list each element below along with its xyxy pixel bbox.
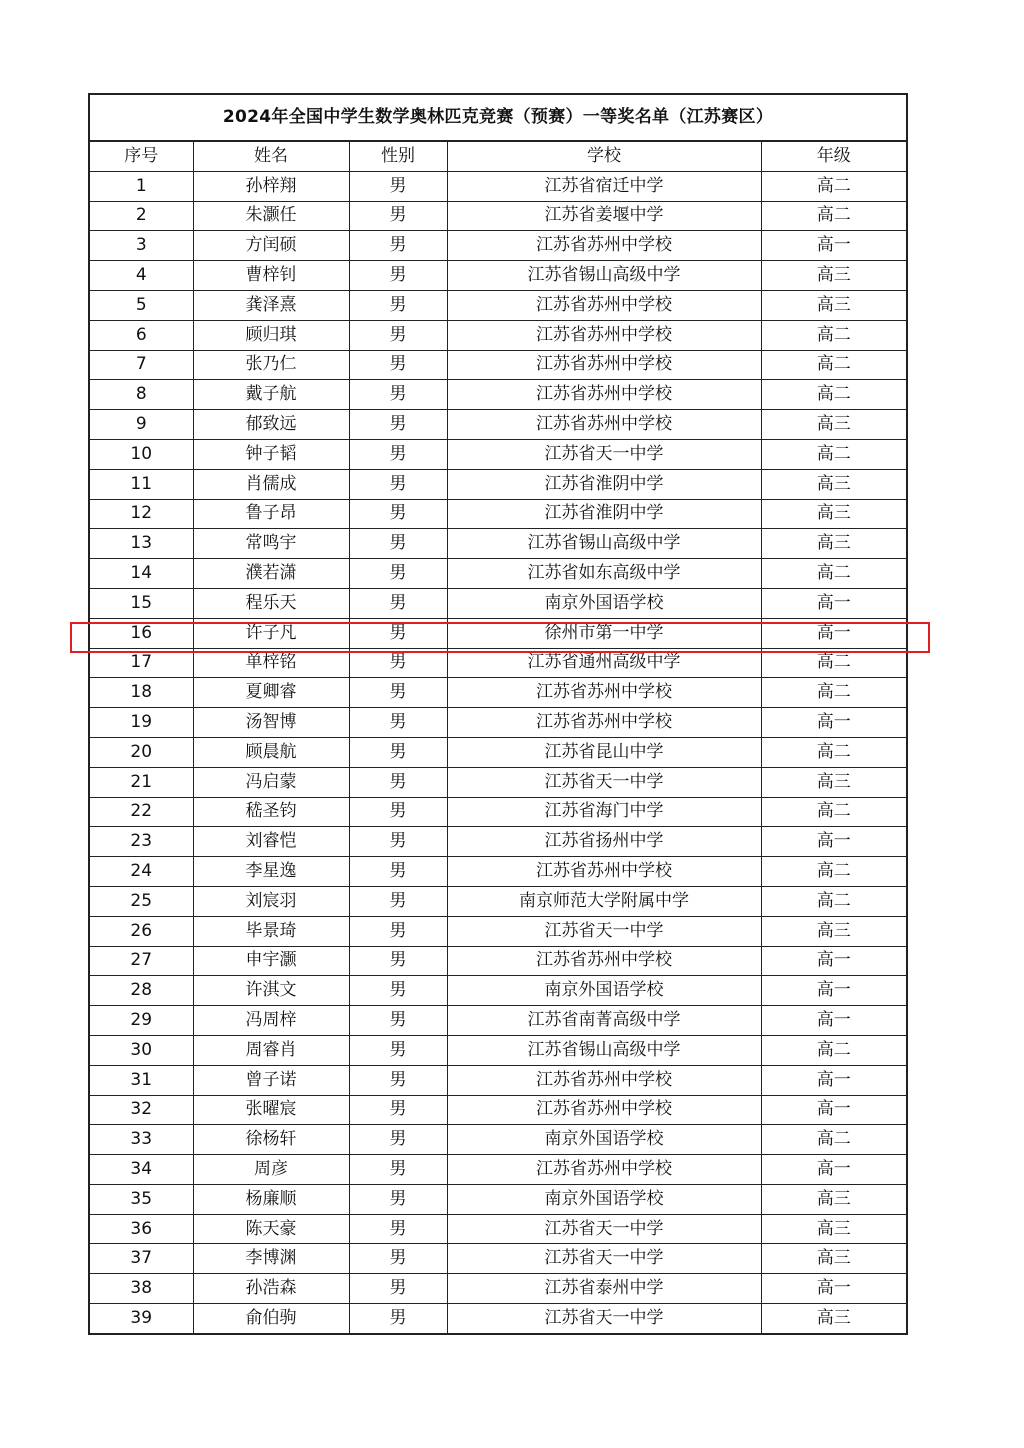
column-header-number: 序号: [89, 141, 193, 171]
cell-number: 29: [89, 1006, 193, 1036]
cell-gender: 男: [349, 380, 447, 410]
cell-gender: 男: [349, 797, 447, 827]
table-row: [89, 1006, 907, 1036]
cell-gender: 男: [349, 231, 447, 261]
cell-school: 江苏省苏州中学校: [447, 1065, 761, 1095]
cell-name: 俞伯驹: [193, 1304, 349, 1334]
cell-gender: 男: [349, 1095, 447, 1125]
table-row: [89, 261, 907, 291]
cell-grade: 高二: [761, 320, 907, 350]
cell-number: 21: [89, 767, 193, 797]
cell-grade: 高二: [761, 648, 907, 678]
table-row: [89, 737, 907, 767]
cell-number: 12: [89, 499, 193, 529]
cell-name: 李博渊: [193, 1244, 349, 1274]
cell-name: 濮若潇: [193, 559, 349, 589]
cell-gender: 男: [349, 678, 447, 708]
cell-school: 江苏省锡山高级中学: [447, 529, 761, 559]
cell-gender: 男: [349, 469, 447, 499]
table-row: [89, 1035, 907, 1065]
table-row: [89, 410, 907, 440]
cell-grade: 高一: [761, 1006, 907, 1036]
cell-school: 江苏省天一中学: [447, 439, 761, 469]
cell-gender: 男: [349, 767, 447, 797]
cell-gender: 男: [349, 1006, 447, 1036]
cell-gender: 男: [349, 1184, 447, 1214]
cell-gender: 男: [349, 1065, 447, 1095]
cell-name: 冯启蒙: [193, 767, 349, 797]
cell-name: 顾晨航: [193, 737, 349, 767]
cell-number: 1: [89, 171, 193, 201]
cell-grade: 高二: [761, 678, 907, 708]
cell-school: 江苏省苏州中学校: [447, 857, 761, 887]
table-row: [89, 886, 907, 916]
table-row: [89, 439, 907, 469]
table-row: [89, 708, 907, 738]
cell-number: 17: [89, 648, 193, 678]
table-row: [89, 648, 907, 678]
table-row: [89, 1155, 907, 1185]
cell-name: 许淇文: [193, 976, 349, 1006]
table-row: [89, 320, 907, 350]
cell-name: 申宇灏: [193, 946, 349, 976]
cell-name: 郁致远: [193, 410, 349, 440]
table-row: [89, 201, 907, 231]
table-row: [89, 290, 907, 320]
cell-school: 江苏省苏州中学校: [447, 1095, 761, 1125]
cell-name: 龚泽熹: [193, 290, 349, 320]
cell-school: 江苏省苏州中学校: [447, 1155, 761, 1185]
cell-name: 肖儒成: [193, 469, 349, 499]
cell-name: 张乃仁: [193, 350, 349, 380]
cell-grade: 高二: [761, 439, 907, 469]
cell-school: 江苏省苏州中学校: [447, 380, 761, 410]
cell-name: 张曜宸: [193, 1095, 349, 1125]
cell-number: 35: [89, 1184, 193, 1214]
cell-grade: 高一: [761, 1065, 907, 1095]
cell-grade: 高二: [761, 171, 907, 201]
table-row: [89, 1304, 907, 1334]
cell-gender: 男: [349, 976, 447, 1006]
cell-grade: 高三: [761, 469, 907, 499]
cell-school: 江苏省如东高级中学: [447, 559, 761, 589]
cell-grade: 高三: [761, 499, 907, 529]
cell-name: 陈天豪: [193, 1214, 349, 1244]
header-row: [89, 141, 907, 171]
cell-number: 27: [89, 946, 193, 976]
table-body: [89, 171, 907, 1334]
cell-grade: 高一: [761, 976, 907, 1006]
table-title: 2024年全国中学生数学奥林匹克竞赛（预赛）一等奖名单（江苏赛区）: [89, 94, 907, 141]
cell-number: 30: [89, 1035, 193, 1065]
cell-school: 江苏省通州高级中学: [447, 648, 761, 678]
cell-number: 22: [89, 797, 193, 827]
cell-name: 毕景琦: [193, 916, 349, 946]
cell-name: 朱灏任: [193, 201, 349, 231]
cell-grade: 高一: [761, 1274, 907, 1304]
cell-gender: 男: [349, 916, 447, 946]
cell-school: 江苏省天一中学: [447, 1304, 761, 1334]
cell-name: 周睿肖: [193, 1035, 349, 1065]
cell-gender: 男: [349, 588, 447, 618]
cell-grade: 高三: [761, 410, 907, 440]
title-row: [89, 94, 907, 141]
cell-grade: 高三: [761, 1244, 907, 1274]
cell-number: 20: [89, 737, 193, 767]
table-row: [89, 469, 907, 499]
cell-school: 江苏省锡山高级中学: [447, 1035, 761, 1065]
cell-name: 周彦: [193, 1155, 349, 1185]
cell-gender: 男: [349, 201, 447, 231]
cell-gender: 男: [349, 708, 447, 738]
column-header-school: 学校: [447, 141, 761, 171]
cell-grade: 高一: [761, 231, 907, 261]
cell-grade: 高三: [761, 261, 907, 291]
cell-number: 23: [89, 827, 193, 857]
cell-number: 14: [89, 559, 193, 589]
cell-grade: 高二: [761, 350, 907, 380]
cell-grade: 高一: [761, 618, 907, 648]
cell-school: 江苏省宿迁中学: [447, 171, 761, 201]
table-row: [89, 1095, 907, 1125]
cell-number: 15: [89, 588, 193, 618]
cell-number: 4: [89, 261, 193, 291]
cell-school: 江苏省海门中学: [447, 797, 761, 827]
cell-gender: 男: [349, 171, 447, 201]
cell-school: 江苏省锡山高级中学: [447, 261, 761, 291]
cell-school: 江苏省扬州中学: [447, 827, 761, 857]
table-row: [89, 946, 907, 976]
cell-number: 3: [89, 231, 193, 261]
cell-name: 孙梓翔: [193, 171, 349, 201]
cell-school: 南京师范大学附属中学: [447, 886, 761, 916]
cell-gender: 男: [349, 1274, 447, 1304]
cell-school: 江苏省苏州中学校: [447, 320, 761, 350]
table-row: [89, 380, 907, 410]
cell-gender: 男: [349, 320, 447, 350]
table-row: [89, 559, 907, 589]
cell-number: 28: [89, 976, 193, 1006]
table-row: [89, 350, 907, 380]
table-row: [89, 678, 907, 708]
cell-school: 南京外国语学校: [447, 588, 761, 618]
column-header-grade: 年级: [761, 141, 907, 171]
cell-grade: 高三: [761, 529, 907, 559]
table-row: [89, 1244, 907, 1274]
cell-gender: 男: [349, 1035, 447, 1065]
cell-school: 江苏省天一中学: [447, 767, 761, 797]
cell-gender: 男: [349, 499, 447, 529]
cell-grade: 高二: [761, 1125, 907, 1155]
cell-gender: 男: [349, 1155, 447, 1185]
cell-gender: 男: [349, 1304, 447, 1334]
cell-number: 31: [89, 1065, 193, 1095]
table-row: [89, 1125, 907, 1155]
cell-number: 34: [89, 1155, 193, 1185]
table-row: [89, 767, 907, 797]
cell-name: 顾归琪: [193, 320, 349, 350]
cell-name: 方闰硕: [193, 231, 349, 261]
cell-number: 33: [89, 1125, 193, 1155]
cell-number: 25: [89, 886, 193, 916]
cell-gender: 男: [349, 1214, 447, 1244]
cell-school: 江苏省泰州中学: [447, 1274, 761, 1304]
cell-number: 16: [89, 618, 193, 648]
cell-school: 江苏省天一中学: [447, 1244, 761, 1274]
cell-grade: 高三: [761, 767, 907, 797]
table-row: [89, 857, 907, 887]
cell-grade: 高三: [761, 1304, 907, 1334]
cell-name: 刘睿恺: [193, 827, 349, 857]
cell-grade: 高二: [761, 1035, 907, 1065]
cell-grade: 高一: [761, 588, 907, 618]
cell-gender: 男: [349, 529, 447, 559]
cell-number: 18: [89, 678, 193, 708]
cell-number: 32: [89, 1095, 193, 1125]
cell-name: 鲁子昂: [193, 499, 349, 529]
cell-name: 徐杨轩: [193, 1125, 349, 1155]
cell-grade: 高一: [761, 827, 907, 857]
cell-school: 江苏省南菁高级中学: [447, 1006, 761, 1036]
cell-school: 江苏省淮阴中学: [447, 499, 761, 529]
cell-number: 26: [89, 916, 193, 946]
column-header-gender: 性别: [349, 141, 447, 171]
cell-school: 江苏省苏州中学校: [447, 290, 761, 320]
cell-name: 曹梓钊: [193, 261, 349, 291]
cell-gender: 男: [349, 737, 447, 767]
cell-school: 江苏省昆山中学: [447, 737, 761, 767]
cell-school: 江苏省苏州中学校: [447, 678, 761, 708]
cell-number: 9: [89, 410, 193, 440]
cell-grade: 高二: [761, 857, 907, 887]
cell-number: 8: [89, 380, 193, 410]
cell-school: 江苏省天一中学: [447, 1214, 761, 1244]
cell-gender: 男: [349, 559, 447, 589]
award-list-table: [88, 93, 908, 1335]
cell-gender: 男: [349, 827, 447, 857]
cell-school: 南京外国语学校: [447, 976, 761, 1006]
cell-gender: 男: [349, 618, 447, 648]
table-row: [89, 499, 907, 529]
table-row: [89, 1274, 907, 1304]
cell-grade: 高二: [761, 559, 907, 589]
cell-grade: 高二: [761, 737, 907, 767]
cell-number: 38: [89, 1274, 193, 1304]
cell-gender: 男: [349, 886, 447, 916]
cell-gender: 男: [349, 410, 447, 440]
cell-name: 戴子航: [193, 380, 349, 410]
cell-name: 嵇圣钧: [193, 797, 349, 827]
cell-name: 单梓铭: [193, 648, 349, 678]
cell-number: 36: [89, 1214, 193, 1244]
cell-grade: 高三: [761, 916, 907, 946]
cell-school: 江苏省姜堰中学: [447, 201, 761, 231]
cell-grade: 高二: [761, 797, 907, 827]
cell-gender: 男: [349, 857, 447, 887]
cell-school: 江苏省苏州中学校: [447, 410, 761, 440]
cell-grade: 高一: [761, 708, 907, 738]
cell-number: 19: [89, 708, 193, 738]
table-row: [89, 1184, 907, 1214]
cell-name: 孙浩森: [193, 1274, 349, 1304]
cell-number: 5: [89, 290, 193, 320]
cell-number: 37: [89, 1244, 193, 1274]
cell-number: 6: [89, 320, 193, 350]
table-row: [89, 618, 907, 648]
cell-school: 南京外国语学校: [447, 1125, 761, 1155]
cell-grade: 高二: [761, 886, 907, 916]
table-row: [89, 976, 907, 1006]
cell-name: 刘宸羽: [193, 886, 349, 916]
cell-grade: 高三: [761, 290, 907, 320]
cell-number: 10: [89, 439, 193, 469]
cell-number: 24: [89, 857, 193, 887]
cell-name: 程乐天: [193, 588, 349, 618]
cell-grade: 高一: [761, 946, 907, 976]
cell-name: 曾子诺: [193, 1065, 349, 1095]
table-row: [89, 916, 907, 946]
cell-name: 许子凡: [193, 618, 349, 648]
table-row: [89, 231, 907, 261]
cell-school: 江苏省苏州中学校: [447, 231, 761, 261]
cell-school: 江苏省淮阴中学: [447, 469, 761, 499]
cell-grade: 高一: [761, 1155, 907, 1185]
cell-number: 11: [89, 469, 193, 499]
table-row: [89, 827, 907, 857]
column-header-name: 姓名: [193, 141, 349, 171]
table-row: [89, 588, 907, 618]
cell-gender: 男: [349, 290, 447, 320]
cell-gender: 男: [349, 1244, 447, 1274]
cell-grade: 高二: [761, 380, 907, 410]
cell-school: 南京外国语学校: [447, 1184, 761, 1214]
cell-gender: 男: [349, 946, 447, 976]
cell-gender: 男: [349, 1125, 447, 1155]
cell-number: 7: [89, 350, 193, 380]
cell-school: 江苏省苏州中学校: [447, 350, 761, 380]
cell-school: 徐州市第一中学: [447, 618, 761, 648]
cell-name: 汤智博: [193, 708, 349, 738]
cell-school: 江苏省苏州中学校: [447, 708, 761, 738]
cell-grade: 高三: [761, 1184, 907, 1214]
table-row: [89, 1065, 907, 1095]
cell-gender: 男: [349, 439, 447, 469]
cell-gender: 男: [349, 350, 447, 380]
cell-name: 常鸣宇: [193, 529, 349, 559]
table-row: [89, 1214, 907, 1244]
cell-grade: 高三: [761, 1214, 907, 1244]
cell-name: 冯周梓: [193, 1006, 349, 1036]
cell-name: 杨廉顺: [193, 1184, 349, 1214]
cell-number: 13: [89, 529, 193, 559]
cell-school: 江苏省苏州中学校: [447, 946, 761, 976]
table-row: [89, 171, 907, 201]
cell-name: 钟子韬: [193, 439, 349, 469]
table-row: [89, 529, 907, 559]
cell-gender: 男: [349, 648, 447, 678]
cell-grade: 高一: [761, 1095, 907, 1125]
cell-name: 李星逸: [193, 857, 349, 887]
cell-number: 39: [89, 1304, 193, 1334]
cell-grade: 高二: [761, 201, 907, 231]
table-row: [89, 797, 907, 827]
cell-school: 江苏省天一中学: [447, 916, 761, 946]
cell-name: 夏卿睿: [193, 678, 349, 708]
cell-gender: 男: [349, 261, 447, 291]
cell-number: 2: [89, 201, 193, 231]
